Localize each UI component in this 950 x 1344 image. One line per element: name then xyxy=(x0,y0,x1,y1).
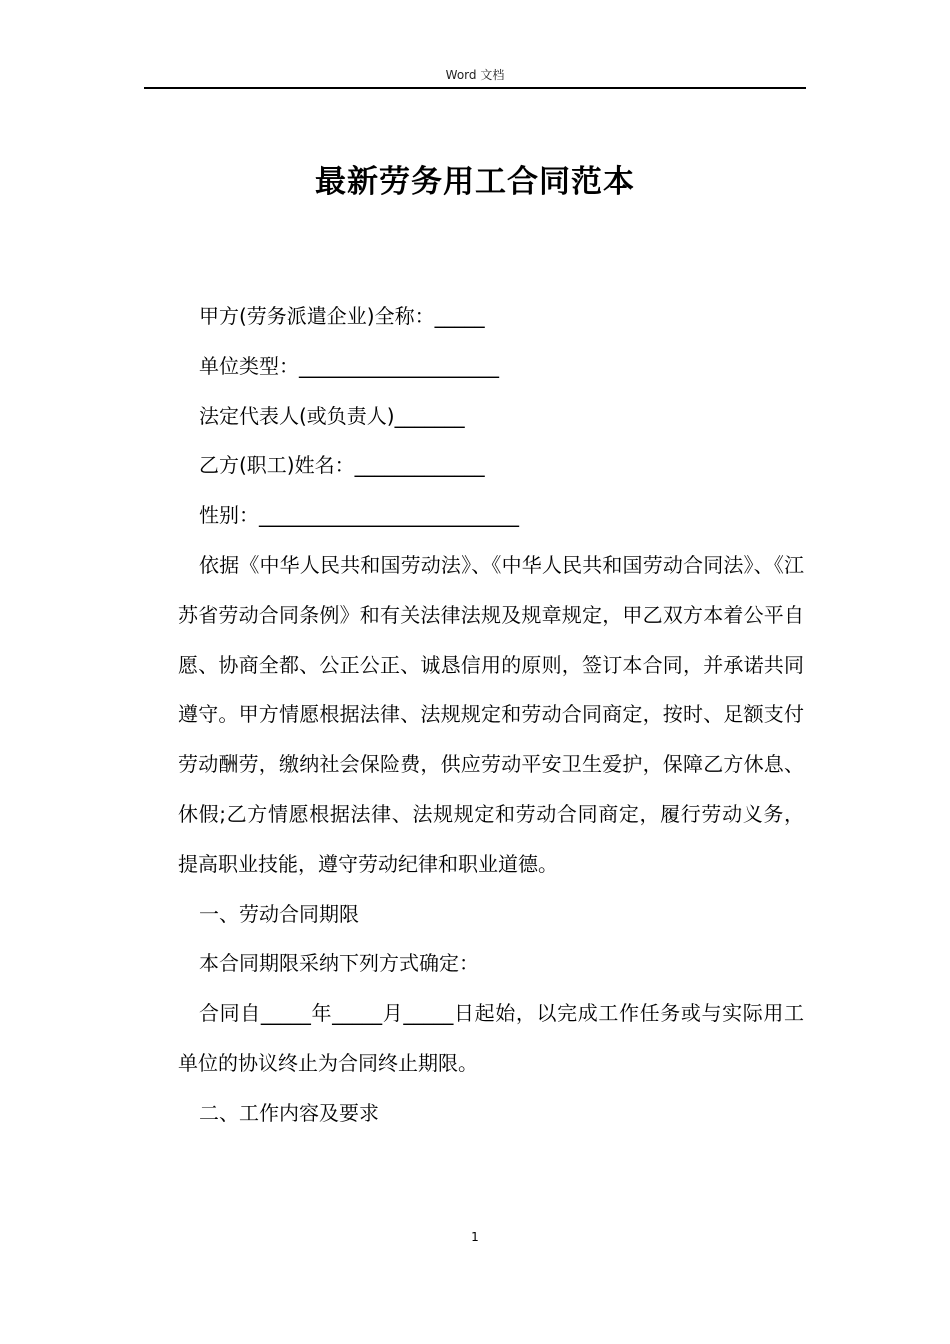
section-1-heading: 一、劳动合同期限 xyxy=(199,901,359,926)
unit-type-field: 单位类型：____________________ xyxy=(199,353,499,378)
section-2-heading: 二、工作内容及要求 xyxy=(199,1100,379,1125)
section-1-line-2: 合同自_____年_____月_____日起始，以完成工作任务或与实际用工单位的协议终止为合同终止期限。 xyxy=(178,1001,804,1075)
legal-rep-field: 法定代表人(或负责人)_______ xyxy=(199,403,465,428)
document-body xyxy=(178,292,804,1139)
party-a-field: 甲方(劳务派遣企业)全称：_____ xyxy=(199,304,485,328)
gender-field: 性别：__________________________ xyxy=(199,503,519,528)
party-b-field: 乙方(职工)姓名：_____________ xyxy=(199,453,485,478)
header-rule xyxy=(144,87,806,89)
page-header: Word 文档 xyxy=(445,68,505,82)
page-number: 1 xyxy=(471,1230,479,1244)
document-title: 最新劳务用工合同范本 xyxy=(315,164,635,200)
section-1-line-1: 本合同期限采纳下列方式确定： xyxy=(199,951,479,976)
preamble-paragraph: 依据《中华人民共和国劳动法》、《中华人民共和国劳动合同法》、《江苏省劳动合同条例》和有关法律法规及规章规定，甲乙双方本着公平自愿、协商全都、公正公正、诚恳信用的原则，签订本合同，并承诺共同遵守。甲方情愿根据法律、法规规定和劳动合同商定，按时、足额支付劳动酬劳，缴纳社会保险费，供应劳动平安卫生爱护，保障乙方休息、休假;乙方情愿根据法律、法规规定和劳动合同商定，履行劳动义务，提高职业技能，遵守劳动纪律和职业道德。 xyxy=(178,552,804,876)
